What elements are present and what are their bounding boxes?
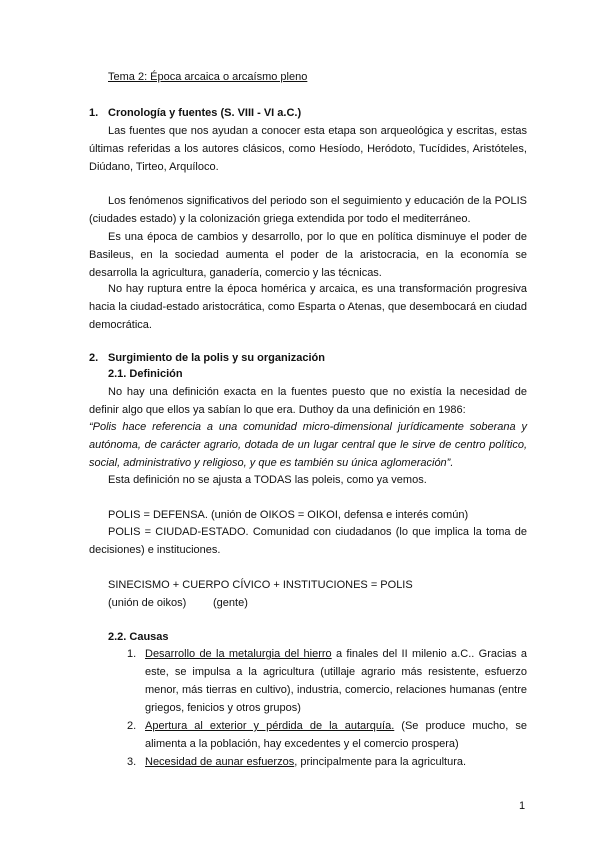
cause-text: , principalmente para la agricultura.	[294, 756, 467, 768]
cause-title: Desarrollo de la metalurgia del hierro	[145, 648, 332, 660]
cause-number: 1.	[127, 648, 137, 660]
definition-note: Esta definición no se ajusta a TODAS las poleis, como ya vemos.	[108, 474, 427, 486]
cause-item-3	[108, 753, 527, 771]
section-1-paragraph-1: Las fuentes que nos ayudan a conocer esta etapa son arqueológica y escritas, estas últimas referidas a los autores clásicos, como Hesíodo, Heródoto, Tucídides, Aristóteles, Diúdano, Tirteo, Arquíloco.	[89, 125, 527, 173]
page-number: 1	[519, 800, 526, 812]
cause-text: (Se produce mucho, se alimenta a la población, hay excedentes y el comercio prospera)	[145, 720, 527, 750]
cause-text: a finales del II milenio a.C.. Gracias a este, se impulsa a la agricultura (utillaje agrario más resistente, esfuerzo menor, más tierras en cultivo), industria, comercio, relaciones humanas (entre griegos, fenicios y otros grupos)	[145, 648, 527, 714]
section-1-number: 1.	[89, 107, 99, 119]
formula-sublabel-gente: (gente)	[213, 597, 248, 609]
section-1-title: Cronología y fuentes (S. VIII - VI a.C.)	[108, 107, 302, 119]
section-1-heading	[89, 104, 301, 122]
equation-ciudad-estado: POLIS = CIUDAD-ESTADO. Comunidad con ciudadanos (lo que implica la toma de decisiones) e instituciones.	[89, 526, 527, 556]
section-2-title: Surgimiento de la polis y su organización	[108, 352, 325, 364]
subsection-2-1-heading: 2.1. Definición	[108, 368, 183, 380]
definition-paragraph: No hay una definición exacta en la fuentes puesto que no existía la necesidad de definir algo que ellos ya sabían lo que era. Duthoy da una definición en 1986:	[89, 386, 527, 416]
cause-number: 3.	[127, 756, 137, 768]
cause-item-2	[108, 717, 527, 753]
cause-title: Apertura al exterior y pérdida de la autarquía.	[145, 720, 395, 732]
formula-sublabel-oikos: (unión de oikos)	[108, 597, 187, 609]
equation-defensa: POLIS = DEFENSA. (unión de OIKOS = OIKOI, defensa e interés común)	[108, 509, 469, 521]
section-1-paragraph-2: Los fenómenos significativos del periodo son el seguimiento y educación de la POLIS (ciudades estado) y la colonización griega extendida por todo el mediterráneo.	[89, 195, 527, 225]
polis-formula-sublabels	[108, 594, 248, 612]
cause-item-1	[108, 645, 527, 717]
section-2-number: 2.	[89, 352, 99, 364]
subsection-2-2-heading: 2.2. Causas	[108, 631, 169, 643]
duthoy-quote: “Polis hace referencia a una comunidad micro-dimensional jurídicamente soberana y autónoma, de carácter agrario, dotada de un lugar central que le sirve de centro político, social, administrativo y religioso, y que es también su única aglomeración”.	[89, 421, 527, 469]
page-title: Tema 2: Época arcaica o arcaísmo pleno	[108, 71, 308, 83]
cause-title: Necesidad de aunar esfuerzos	[145, 756, 295, 768]
cause-number: 2.	[127, 720, 137, 732]
polis-formula: SINECISMO + CUERPO CÍVICO + INSTITUCIONES = POLIS	[108, 579, 413, 591]
causes-list	[108, 645, 527, 771]
section-1-paragraph-3: Es una época de cambios y desarrollo, por lo que en política disminuye el poder de Basileus, en la sociedad aumenta el poder de la aristocracia, en la economía se desarrolla la agricultura, ganadería, comercio y las técnicas.	[89, 231, 527, 279]
section-1-paragraph-4: No hay ruptura entre la época homérica y arcaica, es una transformación progresiva hacia la ciudad-estado aristocrática, como Esparta o Atenas, que desembocará en ciudad democrática.	[89, 283, 527, 331]
